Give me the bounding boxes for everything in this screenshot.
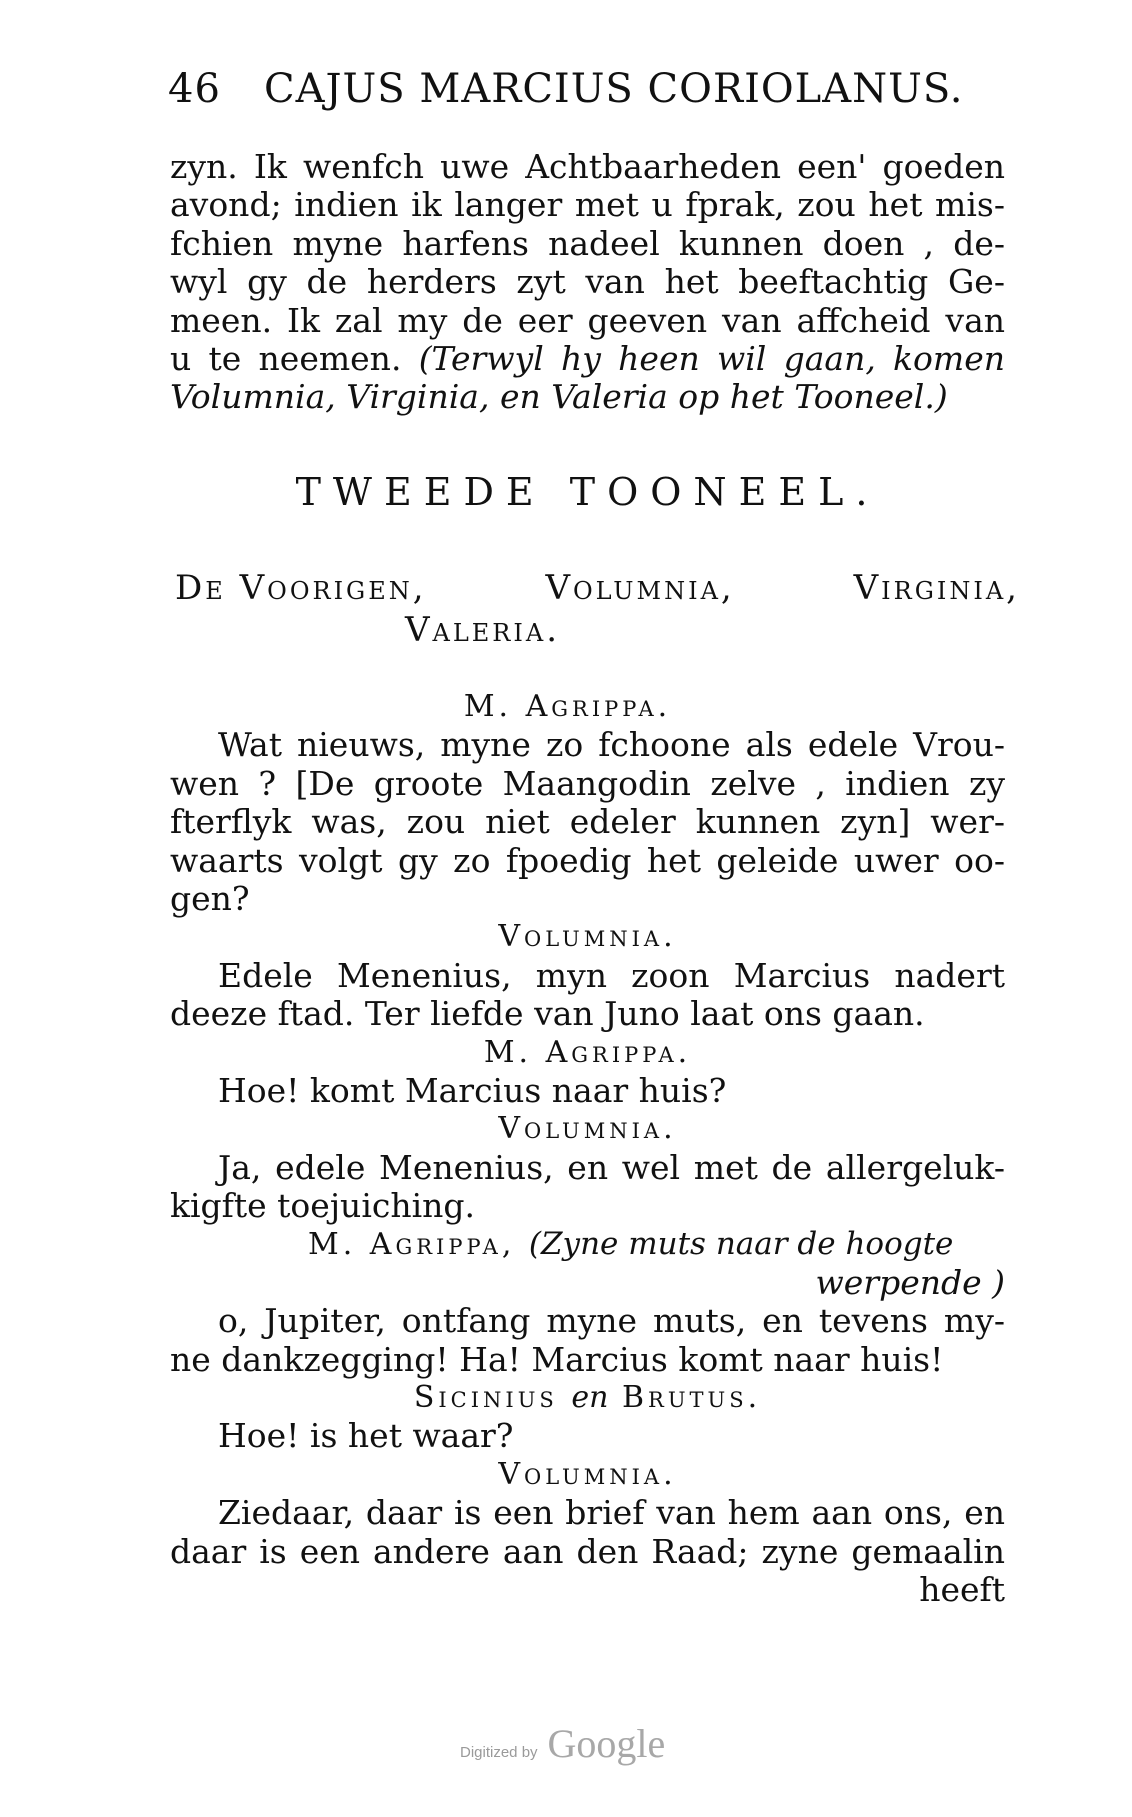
text-line: Edele Menenius, myn zoon Marcius nadert bbox=[218, 955, 1005, 995]
text-line: daar is een andere aan den Raad; zyne gemaalin bbox=[170, 1531, 1005, 1571]
catchword: heeft bbox=[919, 1569, 1005, 1609]
cast-entry: Valeria. bbox=[404, 610, 561, 650]
text-line: avond; indien ik langer met u fprak, zou het mis- bbox=[170, 185, 1005, 225]
intro-paragraph bbox=[170, 148, 1005, 417]
text-line: Hoe! komt Marcius naar huis? bbox=[218, 1070, 727, 1110]
cast-entry: De Voorigen, bbox=[175, 568, 427, 608]
cast-entry: Volumnia, bbox=[545, 568, 735, 608]
stage-direction: (Terwyl hy heen wil gaan, komen bbox=[418, 338, 1005, 378]
speaker-name: Volumnia. bbox=[498, 919, 677, 955]
text-line: Ziedaar, daar is een brief van hem aan ons, en bbox=[218, 1493, 1005, 1533]
cast-list bbox=[175, 568, 1020, 652]
stage-direction: (Zyne muts naar de hoogte bbox=[528, 1226, 954, 1263]
dialogue bbox=[170, 688, 1005, 1609]
text-line: meen. Ik zal my de eer geeven van affcheid van bbox=[170, 300, 1005, 340]
text-fragment: u te neemen. bbox=[170, 338, 419, 378]
text-line: o, Jupiter, ontfang myne muts, en tevens my- bbox=[218, 1301, 1005, 1341]
speaker-name: M. Agrippa, bbox=[308, 1227, 516, 1263]
stage-direction: werpende ) bbox=[815, 1262, 1005, 1302]
cast-entry: Virginia, bbox=[853, 568, 1020, 608]
speaker-name: Brutus. bbox=[621, 1380, 762, 1416]
page-number: 46 bbox=[168, 66, 221, 112]
speaker-line bbox=[170, 1225, 1005, 1263]
speaker-name: M. Agrippa. bbox=[483, 1034, 692, 1070]
running-header bbox=[168, 62, 968, 122]
speaker-name: Sicinius bbox=[413, 1380, 558, 1416]
text-line: zyn. Ik wenfch uwe Achtbaarheden een' goeden bbox=[170, 147, 1005, 186]
speaker-line bbox=[170, 1379, 1005, 1417]
text-line: fterflyk was, zou niet edeler kunnen zyn] wer- bbox=[170, 802, 1005, 842]
speaker-name: Volumnia. bbox=[498, 1456, 677, 1492]
speaker-name: M. Agrippa. bbox=[463, 689, 672, 724]
speaker-name: Volumnia. bbox=[498, 1111, 677, 1147]
text-line: kigfte toejuiching. bbox=[170, 1186, 476, 1226]
text-line: wen ? [De groote Maangodin zelve , indien zy bbox=[170, 763, 1005, 803]
running-title: CAJUS MARCIUS CORIOLANUS. bbox=[264, 66, 964, 112]
text-line: Ja, edele Menenius, en wel met de allergeluk- bbox=[218, 1147, 1005, 1187]
text-line: fchien myne harfens nadeel kunnen doen , de- bbox=[170, 223, 1005, 263]
text-line: deeze ftad. Ter liefde van Juno laat ons gaan. bbox=[170, 994, 925, 1034]
stage-direction: Volumnia, Virginia, en Valeria op het Tooneel.) bbox=[170, 377, 948, 417]
google-logo: Google bbox=[547, 1721, 666, 1766]
digitization-watermark bbox=[460, 1720, 665, 1767]
scene-heading: TWEEDE TOONEEL. bbox=[295, 470, 880, 514]
text-line: waarts volgt gy zo fpoedig het geleide uwer oo- bbox=[170, 840, 1005, 880]
text-line bbox=[170, 340, 1005, 378]
text-line: gen? bbox=[170, 878, 250, 918]
digitized-label: Digitized by bbox=[460, 1744, 538, 1761]
text-line: Hoe! is het waar? bbox=[218, 1416, 514, 1456]
text-line: ne dankzegging! Ha! Marcius komt naar huis! bbox=[170, 1339, 944, 1379]
text-line: wyl gy de herders zyt van het beeftachtig Ge- bbox=[170, 262, 1005, 302]
text-line: Wat nieuws, myne zo fchoone als edele Vrou- bbox=[218, 725, 1005, 765]
speaker-conjunction: en bbox=[571, 1380, 609, 1416]
